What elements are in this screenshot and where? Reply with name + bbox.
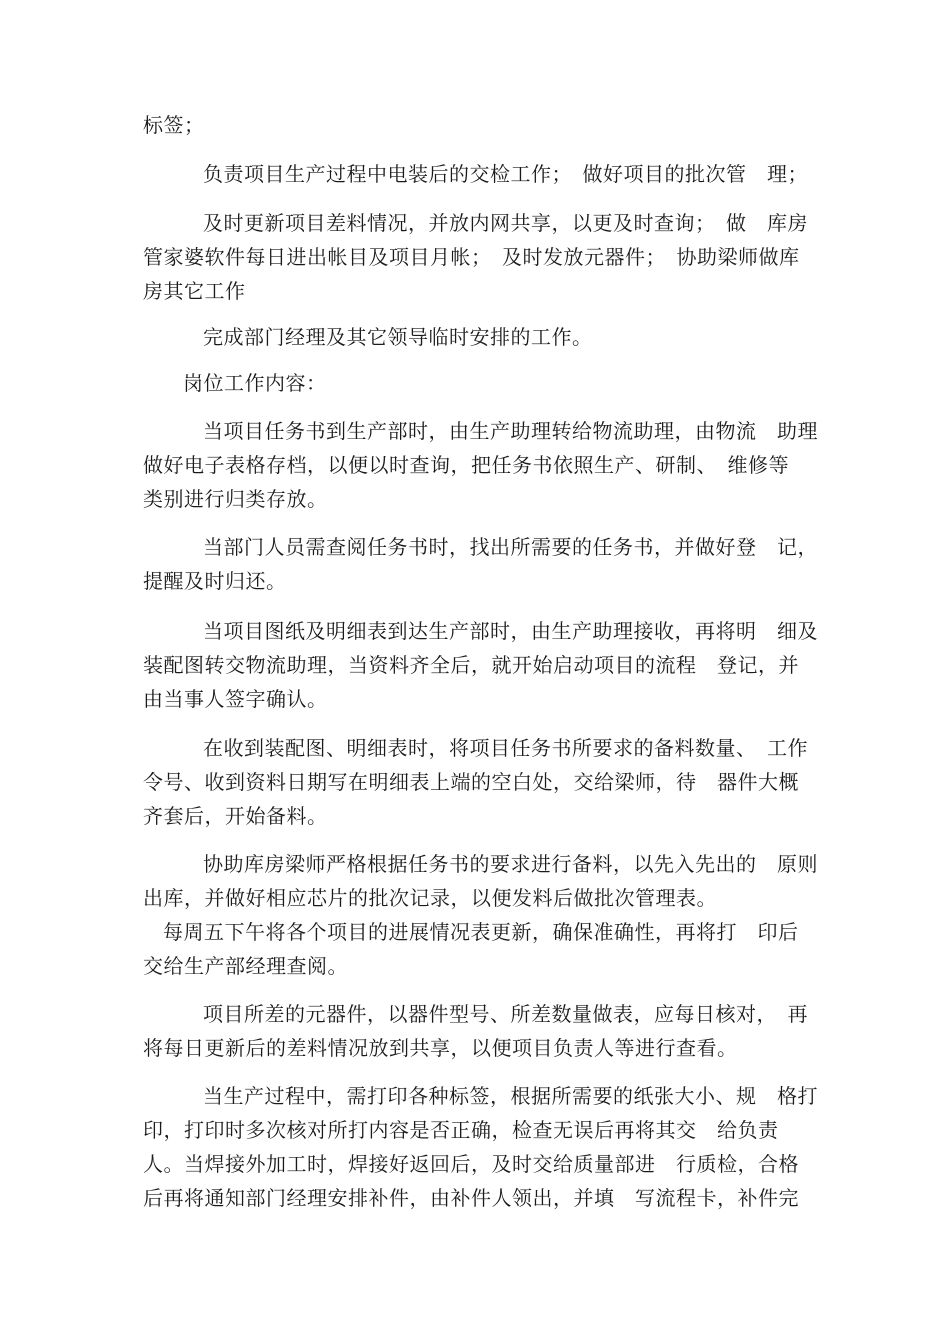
text-line: 标签； (143, 113, 205, 137)
text-line: 完成部门经理及其它领导临时安排的工作。 (203, 325, 593, 349)
text-line: 及时更新项目差料情况，并放内网共享，以更及时查询； 做 库房 (203, 211, 808, 235)
text-line: 交给生产部经理查阅。 (143, 954, 348, 978)
text-line: 人。当焊接外加工时，焊接好返回后，及时交给质量部进 行质检，合格 (143, 1152, 799, 1176)
text-line: 房其它工作 (143, 279, 246, 303)
text-line: 当生产过程中，需打印各种标签，根据所需要的纸张大小、规 格打 (203, 1084, 818, 1108)
text-line: 令号、收到资料日期写在明细表上端的空白处，交给梁师，待 器件大概 (143, 770, 799, 794)
text-line: 项目所差的元器件，以器件型号、所差数量做表，应每日核对， 再 (203, 1002, 808, 1026)
text-line: 印，打印时多次核对所打内容是否正确，检查无误后再将其交 给负责 (143, 1118, 779, 1142)
text-line: 提醒及时归还。 (143, 569, 287, 593)
text-line: 负责项目生产过程中电装后的交检工作； 做好项目的批次管 理； (203, 162, 808, 186)
text-line: 后再将通知部门经理安排补件，由补件人领出，并填 写流程卡，补件完 (143, 1186, 799, 1210)
text-line: 当项目图纸及明细表到达生产部时，由生产助理接收，再将明 细及 (203, 619, 818, 643)
text-line: 每周五下午将各个项目的进展情况表更新，确保准确性，再将打 印后 (163, 920, 799, 944)
text-line: 齐套后，开始备料。 (143, 804, 328, 828)
text-line: 在收到装配图、明细表时，将项目任务书所要求的备料数量、 工作 (203, 736, 808, 760)
section-heading: 岗位工作内容： (183, 371, 327, 395)
text-line: 出库，并做好相应芯片的批次记录，以便发料后做批次管理表。 (143, 886, 717, 910)
text-line: 做好电子表格存档，以便以时查询，把任务书依照生产、研制、 维修等 (143, 453, 789, 477)
text-line: 将每日更新后的差料情况放到共享，以便项目负责人等进行查看。 (143, 1036, 738, 1060)
text-line: 当部门人员需查阅任务书时，找出所需要的任务书，并做好登 记， (203, 535, 818, 559)
text-line: 由当事人签字确认。 (143, 687, 328, 711)
text-line: 当项目任务书到生产部时，由生产助理转给物流助理，由物流 助理 (203, 419, 818, 443)
text-line: 协助库房梁师严格根据任务书的要求进行备料，以先入先出的 原则 (203, 852, 818, 876)
text-line: 管家婆软件每日进出帐目及项目月帐； 及时发放元器件； 协助梁师做库 (143, 245, 800, 269)
text-line: 类别进行归类存放。 (143, 487, 328, 511)
text-line: 装配图转交物流助理，当资料齐全后，就开始启动项目的流程 登记，并 (143, 653, 799, 677)
